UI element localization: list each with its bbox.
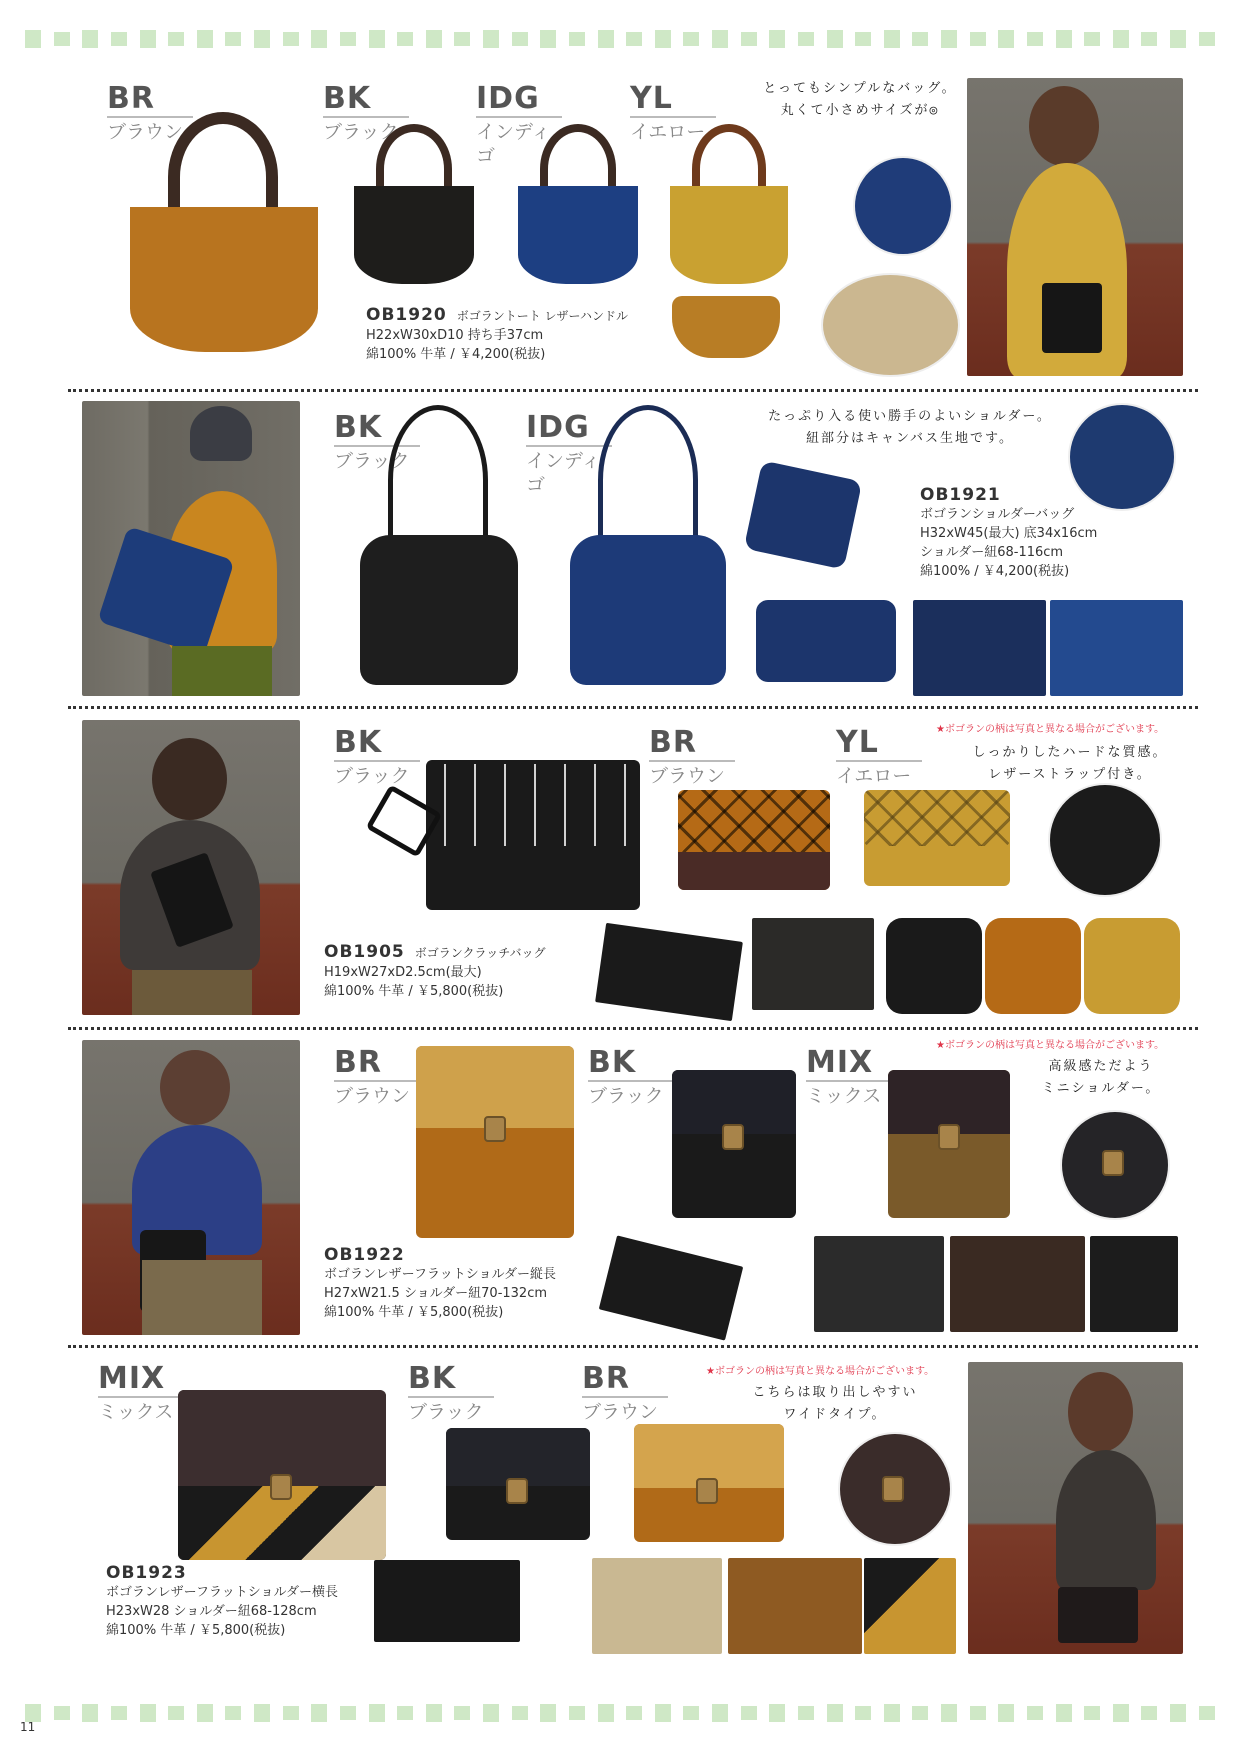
flat-shoulder-brown-image — [416, 1046, 574, 1238]
section-divider — [68, 706, 1198, 709]
clutch-black-image — [426, 760, 640, 910]
shoulder-bag-black-image — [360, 405, 518, 685]
variant-code: BR — [649, 725, 697, 760]
product-code: OB1923 — [106, 1563, 187, 1583]
detail-inside-image — [913, 600, 1046, 696]
product-strap: ショルダー紐68-116cm — [920, 545, 1064, 560]
variant-code: BK — [408, 1361, 457, 1396]
variant-name: ブラック — [334, 765, 410, 787]
product-size: H32xW45(最大) 底34x16cm — [920, 526, 1098, 541]
model-photo — [82, 720, 300, 1015]
variant-name: ブラウン — [334, 1085, 411, 1107]
detail-pocket-image — [1050, 600, 1183, 696]
tote-bag-yellow-image — [670, 124, 788, 284]
page-number: 11 — [20, 1720, 36, 1734]
shoulder-bag-indigo-image — [570, 405, 726, 685]
product-info — [366, 306, 628, 364]
product-info — [920, 486, 1097, 581]
product-name: ボゴラントート レザーハンドル — [456, 309, 628, 323]
detail-inside-image — [814, 1236, 944, 1332]
variant-name: ブラウン — [649, 765, 726, 787]
clutch-yellow-image — [864, 790, 1010, 886]
top-border — [25, 26, 1215, 52]
detail-corner-brown-image — [985, 918, 1081, 1014]
product-size: H23xW28 ショルダー紐68-128cm — [106, 1604, 317, 1619]
model-photo — [82, 1040, 300, 1335]
model-photo — [968, 1362, 1183, 1654]
detail-inside-circle-image — [823, 275, 958, 375]
detail-inside-image — [592, 1558, 722, 1654]
section-divider — [68, 1027, 1198, 1030]
wide-shoulder-back-image — [374, 1560, 520, 1642]
model-photo — [82, 401, 300, 696]
variant-name: ミックス — [806, 1085, 882, 1107]
clutch-brown-image — [678, 790, 830, 890]
product-name: ボゴランクラッチバッグ — [414, 946, 546, 960]
product-code: OB1920 — [366, 305, 447, 325]
detail-tag-image — [864, 1558, 956, 1654]
wide-shoulder-brown-image — [634, 1424, 784, 1542]
detail-inside-image — [752, 918, 874, 1010]
detail-corner-yellow-image — [1084, 918, 1180, 1014]
product-code: OB1922 — [324, 1245, 405, 1265]
tote-bag-brown-image — [130, 112, 318, 352]
variant-label — [582, 1362, 672, 1424]
variant-code: BK — [588, 1045, 637, 1080]
detail-zipper-circle-image — [1050, 785, 1160, 895]
product-info — [324, 1246, 556, 1322]
variant-name: ブラック — [334, 450, 410, 472]
product-comment: たっぷり入る使い勝手のよいショルダー。 紐部分はキャンバス生地です。 — [768, 409, 1052, 446]
variant-code: BR — [582, 1361, 630, 1396]
product-price: 綿100% / ￥4,200(税抜) — [920, 564, 1070, 579]
product-comment: こちらは取り出しやすい ワイドタイプ。 — [752, 1385, 918, 1422]
variant-label — [334, 1046, 424, 1108]
variant-label — [649, 726, 739, 788]
variant-name: イエロー — [836, 765, 912, 787]
variant-name: ブラック — [588, 1085, 664, 1107]
variant-name: インディゴ — [526, 450, 601, 496]
variant-name: ブラウン — [107, 121, 184, 143]
product-code: OB1921 — [920, 485, 1001, 505]
variant-label — [588, 1046, 678, 1108]
section-divider — [68, 389, 1198, 392]
pattern-note: ★ボゴランの柄は写真と異なる場合がございます。 — [936, 724, 1165, 735]
flat-shoulder-mix-image — [888, 1070, 1010, 1218]
variant-code: BK — [334, 410, 383, 445]
variant-label — [408, 1362, 498, 1424]
variant-code: MIX — [98, 1361, 166, 1396]
product-code: OB1905 — [324, 942, 405, 962]
product-name: ボゴランショルダーバッグ — [920, 507, 1075, 522]
shoulder-bag-folded-image — [744, 460, 862, 569]
tote-bottom-image — [672, 296, 780, 358]
tote-bag-indigo-image — [518, 124, 638, 284]
product-size: H22xW30xD10 持ち手37cm — [366, 328, 544, 343]
product-price: 綿100% 牛革 / ￥4,200(税抜) — [366, 347, 546, 362]
shoulder-bag-bottom-image — [756, 600, 896, 682]
product-name: ボゴランレザーフラットショルダー横長 — [106, 1585, 338, 1600]
detail-corner-black-image — [886, 918, 982, 1014]
variant-label — [836, 726, 926, 788]
variant-code: YL — [630, 81, 673, 116]
variant-code: YL — [836, 725, 879, 760]
pattern-note: ★ボゴランの柄は写真と異なる場合がございます。 — [936, 1040, 1165, 1051]
section-divider — [68, 1345, 1198, 1348]
variant-code: IDG — [526, 410, 590, 445]
variant-code: BK — [323, 81, 372, 116]
wide-shoulder-mix-image — [178, 1390, 386, 1560]
variant-name: ブラック — [323, 121, 399, 143]
variant-code: IDG — [476, 81, 540, 116]
product-size: H27xW21.5 ショルダー紐70-132cm — [324, 1286, 548, 1301]
bottom-border — [25, 1700, 1215, 1726]
flat-shoulder-back-image — [599, 1235, 744, 1340]
product-name: ボゴランレザーフラットショルダー縦長 — [324, 1267, 556, 1282]
product-price: 綿100% 牛革 / ￥5,800(税抜) — [324, 1305, 504, 1320]
variant-name: ブラウン — [582, 1401, 659, 1423]
product-comment: 高級感ただよう ミニショルダー。 — [1041, 1059, 1161, 1096]
variant-code: MIX — [806, 1045, 874, 1080]
variant-name: イエロー — [630, 121, 706, 143]
product-comment: とってもシンプルなバッグ。 丸くて小さめサイズが◎ — [763, 81, 957, 118]
variant-code: BR — [107, 81, 155, 116]
clutch-back-image — [595, 923, 743, 1021]
flat-shoulder-black-image — [672, 1070, 796, 1218]
detail-clasp-circle-image — [840, 1434, 950, 1544]
detail-tag-image — [1090, 1236, 1178, 1332]
product-comment: しっかりしたハードな質感。 レザーストラップ付き。 — [972, 745, 1168, 782]
variant-name: ミックス — [98, 1401, 174, 1423]
detail-clasp-circle-image — [1062, 1112, 1168, 1218]
detail-pattern-image — [728, 1558, 862, 1654]
variant-code: BK — [334, 725, 383, 760]
product-info — [324, 943, 546, 1001]
wide-shoulder-black-image — [446, 1428, 590, 1540]
product-size: H19xW27xD2.5cm(最大) — [324, 965, 482, 980]
variant-name: インディゴ — [476, 121, 551, 167]
pattern-note: ★ボゴランの柄は写真と異なる場合がございます。 — [706, 1366, 935, 1377]
product-price: 綿100% 牛革 / ￥5,800(税抜) — [106, 1623, 286, 1638]
variant-label — [334, 726, 424, 788]
model-photo — [967, 78, 1183, 376]
variant-label — [98, 1362, 188, 1424]
variant-label — [806, 1046, 896, 1108]
detail-handle-circle-image — [855, 158, 951, 254]
tote-bag-black-image — [354, 124, 474, 284]
variant-code: BR — [334, 1045, 382, 1080]
product-info — [106, 1564, 338, 1640]
variant-name: ブラック — [408, 1401, 484, 1423]
product-price: 綿100% 牛革 / ￥5,800(税抜) — [324, 984, 504, 999]
detail-strap-image — [950, 1236, 1085, 1332]
